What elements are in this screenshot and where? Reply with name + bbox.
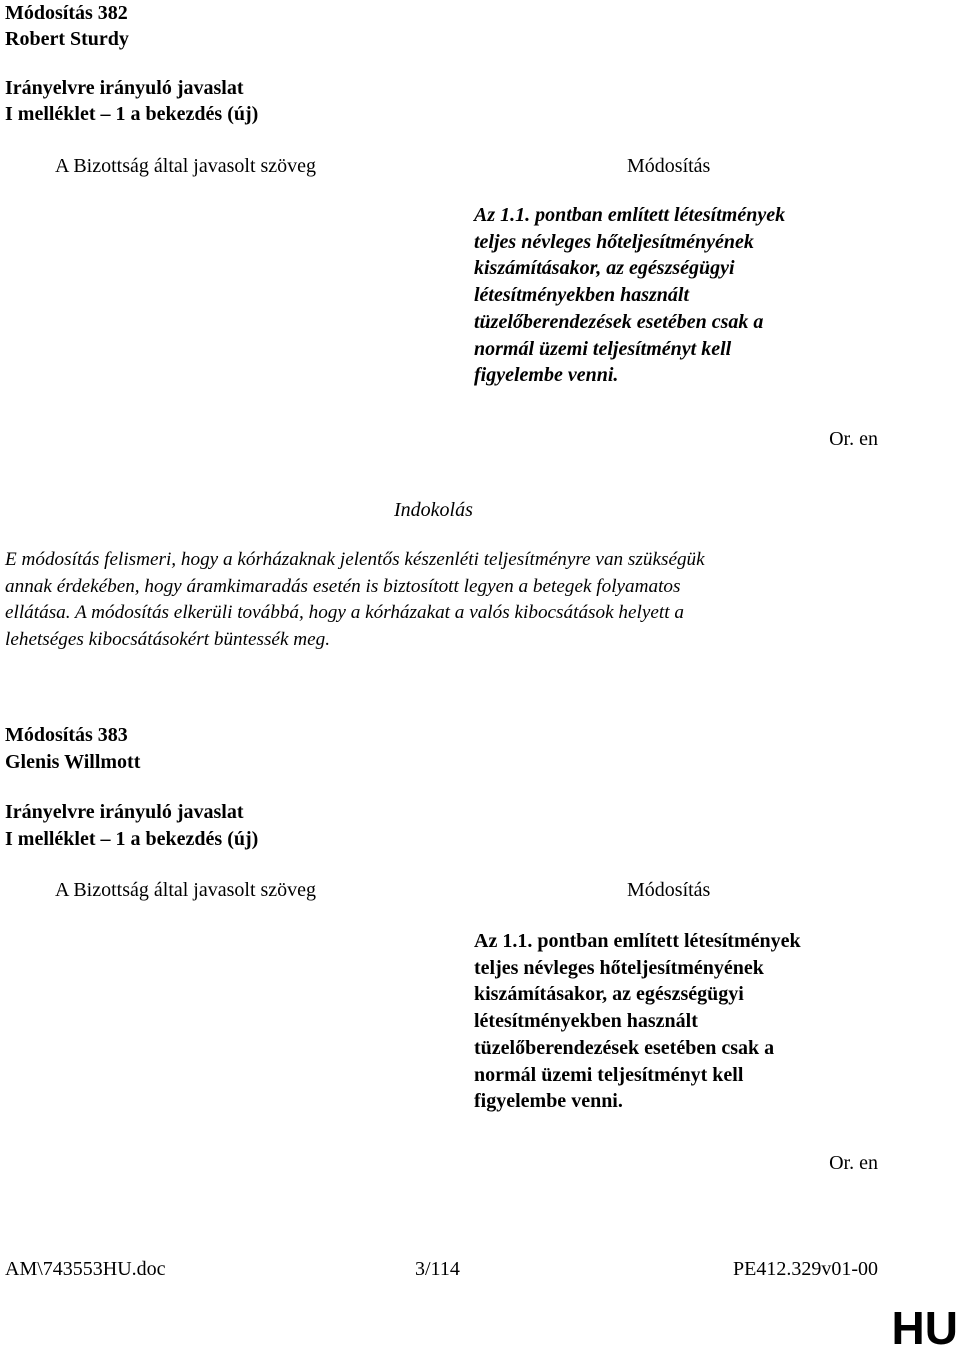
amendment-text-line: figyelembe venni. — [474, 1090, 623, 1113]
amendment-text-line: normál üzemi teljesítményt kell — [474, 1063, 744, 1086]
justification-line: ellátása. A módosítás elkerüli továbbá, hogy a kórházakat a valós kibocsátások helyett a — [5, 602, 684, 623]
proposal-type: Irányelvre irányuló javaslat — [5, 801, 244, 823]
amendment-text-line: Az 1.1. pontban említett létesítmények — [474, 204, 786, 226]
justification-line: annak érdekében, hogy áramkimaradás esetén is biztosított legyen a betegek folyamatos — [5, 575, 681, 597]
amendment-text-line: normál üzemi teljesítményt kell — [474, 337, 732, 360]
amendment-text-line: létesítményekben használt — [474, 284, 689, 307]
column-header-commission-text: A Bizottság által javasolt szöveg — [55, 155, 317, 177]
justification-line: E módosítás felismeri, hogy a kórházaknak jelentős készenléti teljesítményre van szükségük — [5, 549, 705, 570]
amendment-text — [474, 202, 894, 389]
footer-page-number: 3/114 — [415, 1258, 460, 1280]
amendment-text — [474, 928, 894, 1115]
amendment-reference: I melléklet – 1 a bekezdés (új) — [5, 828, 259, 850]
amendment-text-line: teljes névleges hőteljesítményének — [474, 956, 764, 979]
language-badge: HU — [891, 1302, 958, 1354]
original-language: Or. en — [829, 428, 878, 450]
amendment-text-line: kiszámításakor, az egészségügyi — [474, 257, 735, 280]
amendment-text-line: kiszámításakor, az egészségügyi — [474, 983, 744, 1006]
column-header-commission-text: A Bizottság által javasolt szöveg — [55, 879, 317, 901]
footer-pe-ref: PE412.329v01-00 — [733, 1258, 878, 1280]
justification-line: lehetséges kibocsátásokért büntessék meg. — [5, 628, 331, 650]
column-header-amendment: Módosítás — [627, 155, 711, 177]
original-language: Or. en — [829, 1152, 878, 1174]
amendment-author: Glenis Willmott — [5, 751, 141, 773]
justification-text — [5, 547, 885, 653]
amendment-author: Robert Sturdy — [5, 28, 129, 50]
justification-heading: Indokolás — [394, 499, 473, 521]
amendment-reference: I melléklet – 1 a bekezdés (új) — [5, 103, 259, 125]
footer-doc-ref: AM\743553HU.doc — [5, 1258, 166, 1280]
amendment-text-line: létesítményekben használt — [474, 1010, 698, 1033]
amendment-number: Módosítás 383 — [5, 724, 128, 746]
amendment-text-line: tüzelőberendezések esetében csak a — [474, 1036, 775, 1059]
amendment-text-line: figyelembe venni. — [474, 364, 619, 387]
amendment-text-line: teljes névleges hőteljesítményének — [474, 230, 754, 253]
amendment-number: Módosítás 382 — [5, 2, 128, 24]
proposal-type: Irányelvre irányuló javaslat — [5, 77, 244, 99]
amendment-text-line: Az 1.1. pontban említett létesítmények — [474, 930, 801, 952]
column-header-amendment: Módosítás — [627, 879, 711, 901]
amendment-text-line: tüzelőberendezések esetében csak a — [474, 310, 764, 333]
